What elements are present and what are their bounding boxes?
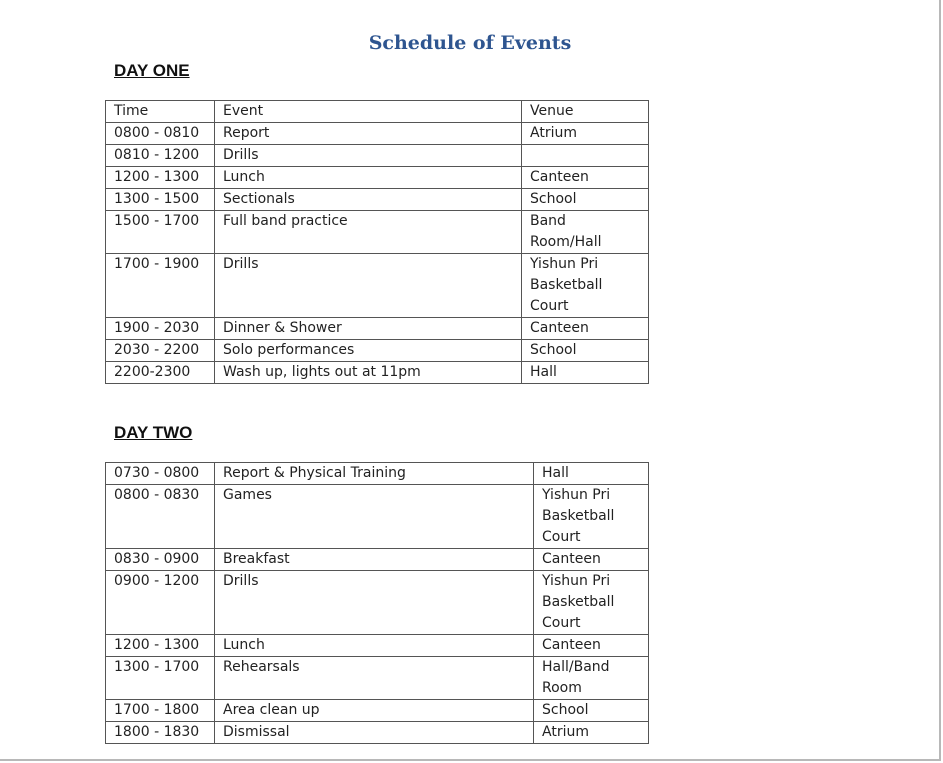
cell-venue: Canteen [534, 635, 649, 657]
cell-venue: Yishun Pri Basketball Court [522, 254, 649, 318]
table-row [106, 549, 649, 571]
cell-event: Report & Physical Training [215, 463, 534, 485]
table-header-row [106, 101, 649, 123]
cell-event: Lunch [215, 635, 534, 657]
cell-event: Breakfast [215, 549, 534, 571]
page-title: Schedule of Events [368, 32, 572, 54]
cell-time: 1500 - 1700 [106, 211, 215, 254]
cell-venue: Yishun Pri Basketball Court [534, 571, 649, 635]
header-venue: Venue [522, 101, 649, 123]
table-row [106, 123, 649, 145]
table-row [106, 463, 649, 485]
header-event: Event [215, 101, 522, 123]
cell-venue: School [522, 340, 649, 362]
cell-time: 0830 - 0900 [106, 549, 215, 571]
cell-time: 0800 - 0830 [106, 485, 215, 549]
cell-event: Drills [215, 145, 522, 167]
table-row [106, 485, 649, 549]
table-row [106, 635, 649, 657]
table-row [106, 145, 649, 167]
cell-venue: Hall [522, 362, 649, 384]
cell-time: 1700 - 1900 [106, 254, 215, 318]
table-row [106, 722, 649, 744]
cell-venue: Canteen [534, 549, 649, 571]
cell-time: 1200 - 1300 [106, 635, 215, 657]
table-row [106, 657, 649, 700]
cell-time: 0730 - 0800 [106, 463, 215, 485]
table-row [106, 254, 649, 318]
cell-time: 1900 - 2030 [106, 318, 215, 340]
table-row [106, 362, 649, 384]
day-two-heading: DAY TWO [114, 423, 193, 442]
cell-event: Drills [215, 571, 534, 635]
cell-time: 1200 - 1300 [106, 167, 215, 189]
cell-time: 1800 - 1830 [106, 722, 215, 744]
day-one-schedule-table [105, 100, 649, 384]
cell-event: Full band practice [215, 211, 522, 254]
day-two-schedule-table [105, 462, 649, 744]
cell-venue: Band Room/Hall [522, 211, 649, 254]
cell-event: Area clean up [215, 700, 534, 722]
cell-time: 1300 - 1500 [106, 189, 215, 211]
cell-event: Lunch [215, 167, 522, 189]
table-row [106, 318, 649, 340]
cell-event: Rehearsals [215, 657, 534, 700]
cell-time: 2200-2300 [106, 362, 215, 384]
cell-venue [522, 145, 649, 167]
table-row [106, 189, 649, 211]
cell-venue: Atrium [534, 722, 649, 744]
cell-venue: Hall [534, 463, 649, 485]
cell-event: Sectionals [215, 189, 522, 211]
cell-event: Report [215, 123, 522, 145]
table-row [106, 167, 649, 189]
cell-venue: Atrium [522, 123, 649, 145]
cell-event: Wash up, lights out at 11pm [215, 362, 522, 384]
table-row [106, 211, 649, 254]
cell-venue: School [522, 189, 649, 211]
cell-time: 1300 - 1700 [106, 657, 215, 700]
cell-time: 0800 - 0810 [106, 123, 215, 145]
cell-event: Dinner & Shower [215, 318, 522, 340]
header-time: Time [106, 101, 215, 123]
cell-event: Dismissal [215, 722, 534, 744]
cell-venue: Canteen [522, 318, 649, 340]
cell-time: 0810 - 1200 [106, 145, 215, 167]
cell-event: Drills [215, 254, 522, 318]
cell-event: Solo performances [215, 340, 522, 362]
day-one-heading: DAY ONE [114, 61, 190, 80]
table-row [106, 340, 649, 362]
cell-venue: Yishun Pri Basketball Court [534, 485, 649, 549]
cell-time: 1700 - 1800 [106, 700, 215, 722]
cell-venue: Hall/Band Room [534, 657, 649, 700]
cell-venue: Canteen [522, 167, 649, 189]
cell-time: 2030 - 2200 [106, 340, 215, 362]
cell-time: 0900 - 1200 [106, 571, 215, 635]
table-row [106, 700, 649, 722]
table-row [106, 571, 649, 635]
cell-event: Games [215, 485, 534, 549]
cell-venue: School [534, 700, 649, 722]
